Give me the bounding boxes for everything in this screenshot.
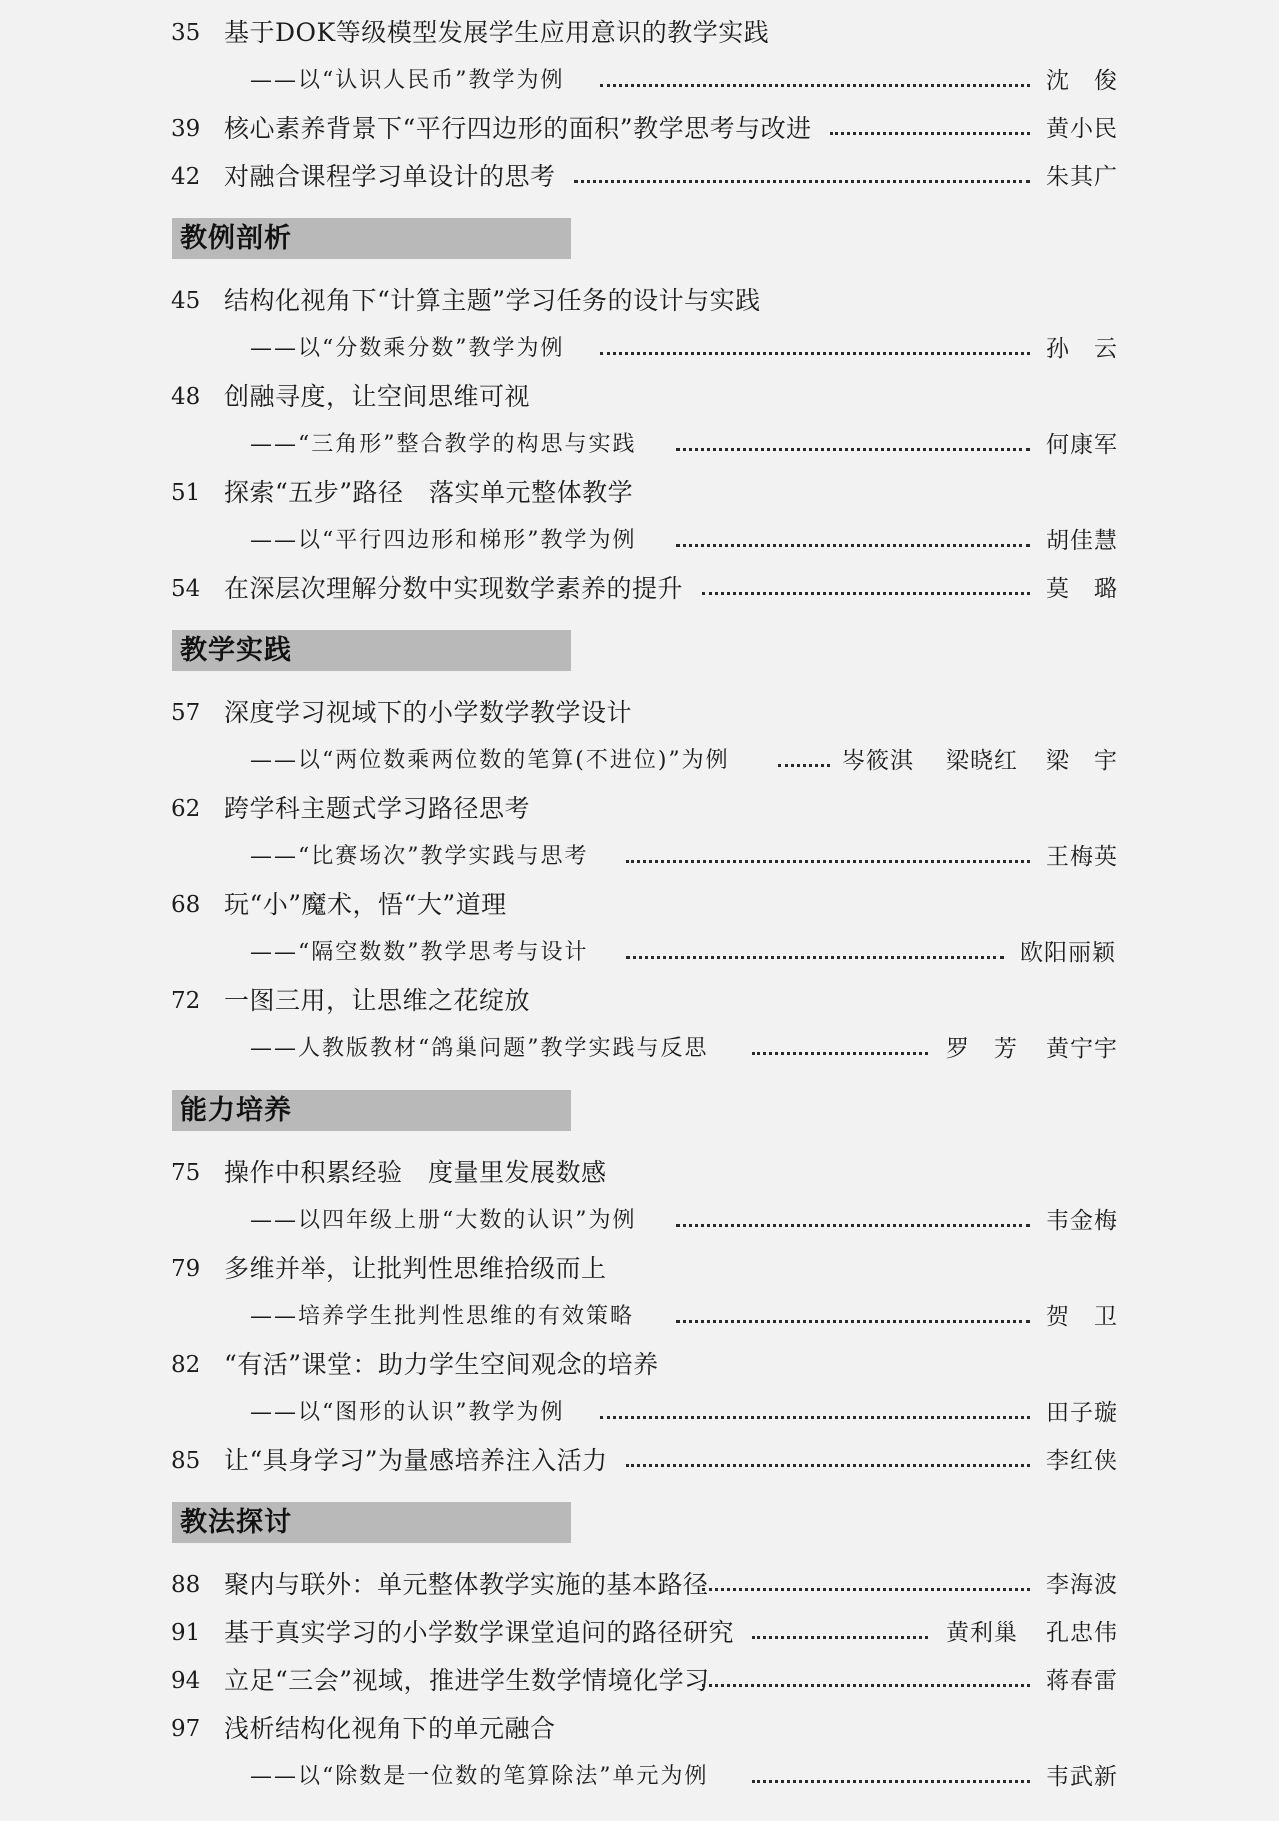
page-number: 79	[171, 1256, 201, 1282]
section-header	[172, 218, 571, 259]
page-number: 91	[171, 1620, 201, 1646]
entry-author: 何康军	[1046, 432, 1118, 458]
dot-leader	[752, 1780, 1030, 1783]
page-number: 68	[171, 892, 201, 918]
entry-title: 对融合课程学习单设计的思考	[224, 162, 556, 191]
entry-subtitle: ——培养学生批判性思维的有效策略	[250, 1304, 635, 1329]
toc-entry-sub	[0, 1201, 1279, 1241]
entry-author: 韦金梅	[1046, 1208, 1118, 1234]
toc-entry	[0, 473, 1279, 513]
dot-leader	[626, 1464, 1030, 1467]
dot-leader	[702, 1588, 1030, 1591]
page-number: 54	[171, 576, 201, 602]
dot-leader	[600, 84, 1030, 87]
toc-entry-sub	[0, 741, 1279, 781]
page-number: 48	[171, 384, 201, 410]
toc-entry	[0, 789, 1279, 829]
entry-title: 深度学习视域下的小学数学教学设计	[224, 698, 633, 727]
toc-entry	[0, 569, 1279, 609]
entry-subtitle: ——以“认识人民币”教学为例	[250, 68, 565, 93]
toc-entry	[0, 281, 1279, 321]
entry-author: 梁 宇	[1046, 748, 1118, 774]
dot-leader	[626, 956, 1004, 959]
entry-author: 罗 芳	[946, 1036, 1018, 1062]
entry-author: 莫 璐	[1046, 576, 1118, 602]
entry-title: 玩“小”魔术，悟“大”道理	[224, 890, 507, 919]
page-number: 72	[171, 988, 201, 1014]
toc-entry	[0, 1613, 1279, 1653]
entry-title: 一图三用，让思维之花绽放	[224, 986, 531, 1015]
entry-subtitle: ——“隔空数数”教学思考与设计	[250, 940, 589, 965]
page-number: 85	[171, 1448, 201, 1474]
page-number: 88	[171, 1572, 201, 1598]
toc-entry-sub	[0, 329, 1279, 369]
entry-author: 梁晓红	[946, 748, 1018, 774]
page-number: 42	[171, 164, 201, 190]
toc-entry-sub	[0, 1029, 1279, 1069]
toc-entry	[0, 157, 1279, 197]
entry-title: 立足“三会”视域，推进学生数学情境化学习	[224, 1666, 710, 1695]
toc-entry-sub	[0, 1393, 1279, 1433]
entry-author: 蒋春雷	[1046, 1668, 1118, 1694]
entry-title: 探索“五步”路径 落实单元整体教学	[224, 478, 634, 507]
entry-subtitle: ——以“分数乘分数”教学为例	[250, 336, 565, 361]
entry-author: 贺 卫	[1046, 1304, 1118, 1330]
toc-entry	[0, 109, 1279, 149]
entry-title: 创融寻度，让空间思维可视	[224, 382, 531, 411]
dot-leader	[676, 544, 1030, 547]
entry-title: 基于DOK等级模型发展学生应用意识的教学实践	[224, 18, 770, 47]
entry-title: 操作中积累经验 度量里发展数感	[224, 1158, 607, 1187]
entry-author: 王梅英	[1046, 844, 1118, 870]
page-number: 57	[171, 700, 201, 726]
entry-title: 在深层次理解分数中实现数学素养的提升	[224, 574, 684, 603]
dot-leader	[600, 352, 1030, 355]
entry-subtitle: ——“比赛场次”教学实践与思考	[250, 844, 589, 869]
page-number: 82	[171, 1352, 201, 1378]
toc-entry	[0, 1709, 1279, 1749]
toc-entry	[0, 885, 1279, 925]
page-number: 62	[171, 796, 201, 822]
dot-leader	[752, 1636, 928, 1639]
section-title: 教法探讨	[180, 1507, 292, 1538]
entry-subtitle: ——以“图形的认识”教学为例	[250, 1400, 565, 1425]
dot-leader	[676, 448, 1030, 451]
entry-title: 让“具身学习”为量感培养注入活力	[224, 1446, 608, 1475]
toc-entry-sub	[0, 1757, 1279, 1797]
entry-author: 孔忠伟	[1046, 1620, 1118, 1646]
toc-entry-sub	[0, 837, 1279, 877]
entry-title: 聚内与联外：单元整体教学实施的基本路径	[224, 1570, 709, 1599]
toc-entry-sub	[0, 61, 1279, 101]
section-header	[172, 1090, 571, 1131]
dot-leader	[676, 1320, 1030, 1323]
toc-entry-sub	[0, 933, 1279, 973]
toc-entry	[0, 1661, 1279, 1701]
dot-leader	[752, 1052, 928, 1055]
toc-entry-sub	[0, 521, 1279, 561]
entry-author: 黄宁宇	[1046, 1036, 1118, 1062]
dot-leader	[702, 592, 1030, 595]
entry-subtitle: ——以“两位数乘两位数的笔算(不进位)”为例	[250, 748, 730, 773]
dot-leader	[676, 1224, 1030, 1227]
toc-entry	[0, 1441, 1279, 1481]
toc-entry-sub	[0, 1297, 1279, 1337]
page-number: 39	[171, 116, 201, 142]
entry-subtitle: ——以四年级上册“大数的认识”为例	[250, 1208, 637, 1233]
section-header	[172, 1502, 571, 1543]
entry-author: 黄利巢	[946, 1620, 1018, 1646]
entry-author: 岑筱淇	[842, 748, 914, 774]
entry-title: 跨学科主题式学习路径思考	[224, 794, 531, 823]
page-number: 94	[171, 1668, 201, 1694]
entry-subtitle: ——以“平行四边形和梯形”教学为例	[250, 528, 637, 553]
page-number: 35	[171, 20, 201, 46]
entry-title: 基于真实学习的小学数学课堂追问的路径研究	[224, 1618, 735, 1647]
toc-entry	[0, 1345, 1279, 1385]
entry-author: 孙 云	[1046, 336, 1118, 362]
entry-author: 李红侠	[1046, 1448, 1118, 1474]
dot-leader	[830, 132, 1030, 135]
section-title: 能力培养	[180, 1095, 292, 1126]
entry-author: 欧阳丽颖	[1020, 940, 1116, 966]
page-number: 51	[171, 480, 201, 506]
dot-leader	[574, 180, 1030, 183]
toc-entry	[0, 1249, 1279, 1289]
entry-subtitle: ——“三角形”整合教学的构思与实践	[250, 432, 637, 457]
toc-entry	[0, 693, 1279, 733]
entry-author: 韦武新	[1046, 1764, 1118, 1790]
section-header	[172, 630, 571, 671]
toc-entry	[0, 13, 1279, 53]
entry-author: 田子璇	[1046, 1400, 1118, 1426]
entry-author: 朱其广	[1046, 164, 1118, 190]
entry-title: 多维并举，让批判性思维拾级而上	[224, 1254, 607, 1283]
dot-leader	[626, 860, 1030, 863]
dot-leader	[778, 764, 830, 767]
dot-leader	[600, 1416, 1030, 1419]
page-number: 75	[171, 1160, 201, 1186]
entry-title: 核心素养背景下“平行四边形的面积”教学思考与改进	[224, 114, 812, 143]
toc-entry	[0, 1153, 1279, 1193]
dot-leader	[702, 1684, 1030, 1687]
section-title: 教例剖析	[180, 223, 292, 254]
toc-entry	[0, 377, 1279, 417]
page-number: 97	[171, 1716, 201, 1742]
page-number: 45	[171, 288, 201, 314]
entry-author: 黄小民	[1046, 116, 1118, 142]
entry-title: 结构化视角下“计算主题”学习任务的设计与实践	[224, 286, 761, 315]
entry-title: 浅析结构化视角下的单元融合	[224, 1714, 556, 1743]
entry-subtitle: ——以“除数是一位数的笔算除法”单元为例	[250, 1764, 709, 1789]
toc-entry-sub	[0, 425, 1279, 465]
section-title: 教学实践	[180, 635, 292, 666]
entry-author: 沈 俊	[1046, 68, 1118, 94]
toc-entry	[0, 1565, 1279, 1605]
entry-author: 李海波	[1046, 1572, 1118, 1598]
entry-subtitle: ——人教版教材“鸽巢问题”教学实践与反思	[250, 1036, 709, 1061]
entry-title: “有活”课堂：助力学生空间观念的培养	[224, 1350, 659, 1379]
entry-author: 胡佳慧	[1046, 528, 1118, 554]
toc-entry	[0, 981, 1279, 1021]
